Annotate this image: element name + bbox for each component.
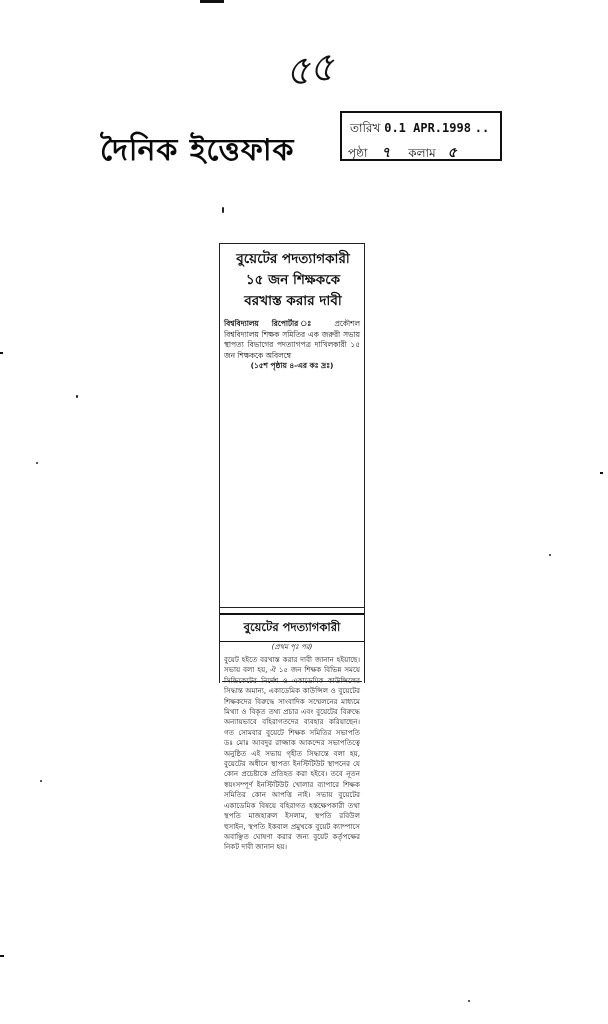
scan-edge-mark (200, 0, 224, 3)
scan-edge-mark (600, 472, 603, 474)
jump-headline: বুয়েটের পদত্যাগকারী (220, 613, 364, 642)
stamp-date-value: 0.1 APR.1998 (384, 121, 471, 135)
scan-speck (76, 395, 78, 398)
scan-edge-mark (0, 955, 4, 957)
newspaper-clipping (219, 243, 365, 852)
stamp-column-value: ৫ (447, 145, 457, 161)
handwritten-page-number: ৫৫ (281, 43, 336, 97)
headline-line: বরখাস্ত করার দাবী (244, 293, 342, 309)
stamp-column-label: কলাম (408, 146, 436, 160)
stamp-page-row (348, 141, 457, 165)
stamp-page-label: পৃষ্ঠা (348, 146, 368, 160)
headline-line: ১৫ জন শিক্ষককে (245, 272, 341, 288)
jump-note: (প্রথম পৃঃ পর) (271, 643, 313, 651)
scan-speck (40, 780, 42, 782)
article-body: বুয়েট হইতে বরখাস্ত করার দাবী জানান হইয়াছে। সভায় বলা হয়, ঐ ১৫ জন শিক্ষক বিভিন্ন সময়ে সিন্ডিকেটের নির্দেশ ও একাডেমিক কাউন্সিলের সিদ্ধান্ত অমান্য, একাডেমিক কাউন্সিল ও বুয়েটের শিক্ষকদের বিরুদ্ধে সাংবাদিক সম্মেলনের মাধ্যমে মিথ্যা ও বিকৃত তথ্য প্রচার এবং বুয়েটের বিরুদ্ধে অন্যায়ভাবে বহিরাগতদের ব্যবহার করিয়াছেন। গত সোমবার বুয়েটে শিক্ষক সমিতির সভাপতি ডঃ মোঃ আবদুর রাজ্জাক আকন্দের সভাপতিত্বে অনুষ্ঠিত এই সভায় গৃহীত সিদ্ধান্তে বলা হয়, বুয়েটের অধীনে স্থাপত্য ইনস্টিটিউট স্থাপনের যে কোন প্রচেষ্টাকে প্রতিহত করা হইবে। তবে নূতন স্বয়ংসম্পূর্ণ ইনস্টিটিউট খোলার ব্যাপারে শিক্ষক সমিতির কোন আপত্তি নাই। সভায় বুয়েটের একাডেমিক বিষয়ে বহিরাগত হস্তক্ষেপকারী তথা স্থপতি মাজহারুল ইসলাম, স্থপতি রবিউল হুসাইন, স্থপতি ইকবাল প্রমুখকে বুয়েট ক্যাম্পাসে অবাঞ্ছিত ঘোষণা করার জন্য বুয়েট কর্তৃপক্ষের নিকট দাবী জানান হয়। (224, 655, 360, 852)
clipping-bottom-rule (222, 681, 362, 682)
continued-note: (১৫শ পৃষ্ঠায় ৪-এর কঃ দ্রঃ) (250, 361, 334, 371)
stamp-date-row: তারিখ 0.1 APR.1998 .. (350, 121, 490, 135)
scan-speck (468, 1000, 470, 1002)
newspaper-masthead: দৈনিক ইত্তেফাক (100, 133, 295, 168)
archive-stamp (340, 111, 502, 161)
stamp-date-label: তারিখ (350, 121, 381, 135)
stamp-page-value: ৭ (381, 145, 391, 161)
scan-speck (549, 554, 551, 556)
article-intro (224, 319, 360, 372)
scan-speck (222, 207, 224, 213)
scan-edge-mark (0, 352, 3, 354)
article-intro-text: প্রকৌশল বিশ্ববিদ্যালয় শিক্ষক সমিতির এক জরুরী সভায় স্থাপত্য বিভাগের পদত্যাগপত্র দাখিলকারী ১৫ জন শিক্ষককে অবিলম্বে (224, 319, 360, 360)
article-headline (226, 249, 360, 312)
headline-line: বুয়েটের পদত্যাগকারী (236, 251, 350, 267)
scan-speck (36, 462, 38, 464)
article-byline: বিশ্ববিদ্যালয় রিপোর্টার ঃ (224, 319, 322, 328)
